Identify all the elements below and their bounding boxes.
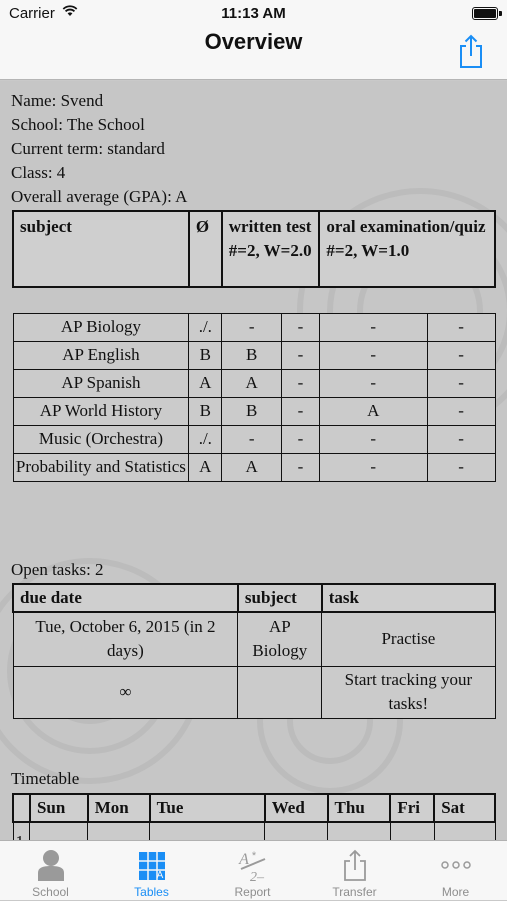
oral-grade-2: - bbox=[427, 397, 495, 425]
header-due-date: due date bbox=[13, 584, 238, 612]
oral-grade-1: - bbox=[319, 425, 427, 453]
class-label: Class: 4 bbox=[11, 163, 66, 182]
subject-cell: AP English bbox=[13, 341, 189, 369]
status-bar bbox=[0, 0, 507, 28]
written-grade-2: - bbox=[282, 425, 320, 453]
gpa-label: Overall average (GPA): A bbox=[11, 187, 188, 206]
oral-grade-1: - bbox=[319, 369, 427, 397]
oral-grade-2: - bbox=[427, 369, 495, 397]
header-oral-exam: oral examination/quiz #=2, W=1.0 bbox=[319, 211, 495, 287]
oral-grade-1: - bbox=[319, 313, 427, 341]
svg-text:A: A bbox=[239, 851, 249, 868]
person-icon bbox=[33, 847, 69, 883]
header-written-test: written test #=2, W=2.0 bbox=[222, 211, 320, 287]
average-cell: ./. bbox=[189, 425, 222, 453]
open-tasks-heading: Open tasks: 2 bbox=[11, 560, 104, 579]
student-name: Name: Svend bbox=[11, 91, 104, 110]
day-header: Thu bbox=[328, 794, 391, 822]
grade-row[interactable] bbox=[13, 313, 495, 341]
timetable-heading: Timetable bbox=[11, 769, 80, 788]
task-due-date: Tue, October 6, 2015 (in 2 days) bbox=[13, 612, 238, 666]
written-grade-1: B bbox=[222, 341, 282, 369]
written-grade-1: A bbox=[222, 453, 282, 481]
oral-grade-2: - bbox=[427, 313, 495, 341]
subject-cell: Probability and Statistics bbox=[13, 453, 189, 481]
day-header: Sun bbox=[30, 794, 88, 822]
oral-grade-1: A bbox=[319, 397, 427, 425]
header-average: Ø bbox=[189, 211, 222, 287]
day-header: Fri bbox=[390, 794, 434, 822]
written-grade-2: - bbox=[282, 313, 320, 341]
oral-grade-1: - bbox=[319, 341, 427, 369]
header-task: task bbox=[322, 584, 495, 612]
tab-label: School bbox=[32, 885, 69, 899]
subject-cell: AP World History bbox=[13, 397, 189, 425]
written-grade-1: - bbox=[222, 313, 282, 341]
more-icon bbox=[438, 847, 474, 883]
status-time: 11:13 AM bbox=[221, 5, 286, 22]
top-bar bbox=[0, 0, 507, 80]
tab-more[interactable] bbox=[405, 841, 506, 901]
grade-row[interactable] bbox=[13, 425, 495, 453]
task-row[interactable] bbox=[13, 612, 495, 666]
timetable-header-row bbox=[13, 794, 495, 822]
tasks-table bbox=[12, 583, 496, 719]
tab-school[interactable] bbox=[0, 841, 101, 901]
written-grade-2: - bbox=[282, 453, 320, 481]
tab-label: More bbox=[441, 885, 470, 899]
grades-header-row bbox=[13, 211, 495, 287]
oral-grade-1: - bbox=[319, 453, 427, 481]
subject-cell: AP Spanish bbox=[13, 369, 189, 397]
school-name: School: The School bbox=[11, 115, 145, 134]
day-header: Tue bbox=[150, 794, 265, 822]
average-cell: B bbox=[189, 397, 222, 425]
grade-row[interactable] bbox=[13, 453, 495, 481]
tab-report[interactable] bbox=[202, 841, 303, 901]
written-grade-2: - bbox=[282, 369, 320, 397]
carrier-label: Carrier bbox=[9, 5, 55, 22]
tab-label: Transfer bbox=[332, 885, 377, 899]
task-subject bbox=[238, 666, 322, 718]
task-row[interactable] bbox=[13, 666, 495, 718]
grade-row[interactable] bbox=[13, 341, 495, 369]
grade-icon bbox=[235, 847, 271, 883]
share-icon bbox=[337, 847, 373, 883]
overview-content[interactable] bbox=[0, 81, 507, 840]
svg-text:*: * bbox=[251, 850, 257, 862]
table-spacer bbox=[13, 287, 495, 313]
grade-row[interactable] bbox=[13, 397, 495, 425]
current-term: Current term: standard bbox=[11, 139, 165, 158]
oral-grade-2: - bbox=[427, 341, 495, 369]
written-grade-2: - bbox=[282, 341, 320, 369]
subject-cell: AP Biology bbox=[13, 313, 189, 341]
task-description: Practise bbox=[322, 612, 495, 666]
svg-text:A: A bbox=[156, 870, 164, 881]
tab-transfer[interactable] bbox=[304, 841, 405, 901]
day-header: Mon bbox=[88, 794, 150, 822]
battery-icon bbox=[472, 7, 498, 20]
oral-grade-2: - bbox=[427, 425, 495, 453]
share-button[interactable] bbox=[457, 34, 485, 70]
tab-label: Report bbox=[234, 885, 271, 899]
grade-row[interactable] bbox=[13, 369, 495, 397]
subject-cell: Music (Orchestra) bbox=[13, 425, 189, 453]
written-grade-1: A bbox=[222, 369, 282, 397]
day-header: Wed bbox=[265, 794, 328, 822]
header-subject: subject bbox=[13, 211, 189, 287]
average-cell: A bbox=[189, 453, 222, 481]
grades-table bbox=[12, 210, 496, 482]
task-subject: AP Biology bbox=[238, 612, 322, 666]
written-grade-1: B bbox=[222, 397, 282, 425]
page-title: Overview bbox=[204, 29, 303, 54]
average-cell: A bbox=[189, 369, 222, 397]
tasks-header-row bbox=[13, 584, 495, 612]
written-grade-2: - bbox=[282, 397, 320, 425]
tab-tables[interactable] bbox=[101, 841, 202, 901]
task-due-date: ∞ bbox=[13, 666, 238, 718]
average-cell: ./. bbox=[189, 313, 222, 341]
header-task-subject: subject bbox=[238, 584, 322, 612]
day-header: Sat bbox=[434, 794, 495, 822]
timetable-corner bbox=[13, 794, 30, 822]
table-icon bbox=[134, 847, 170, 883]
average-cell: B bbox=[189, 341, 222, 369]
oral-grade-2: - bbox=[427, 453, 495, 481]
tab-bar bbox=[0, 840, 507, 900]
task-description: Start tracking your tasks! bbox=[322, 666, 495, 718]
tab-label: Tables bbox=[134, 885, 169, 899]
written-grade-1: - bbox=[222, 425, 282, 453]
svg-text:2–: 2– bbox=[250, 870, 264, 885]
